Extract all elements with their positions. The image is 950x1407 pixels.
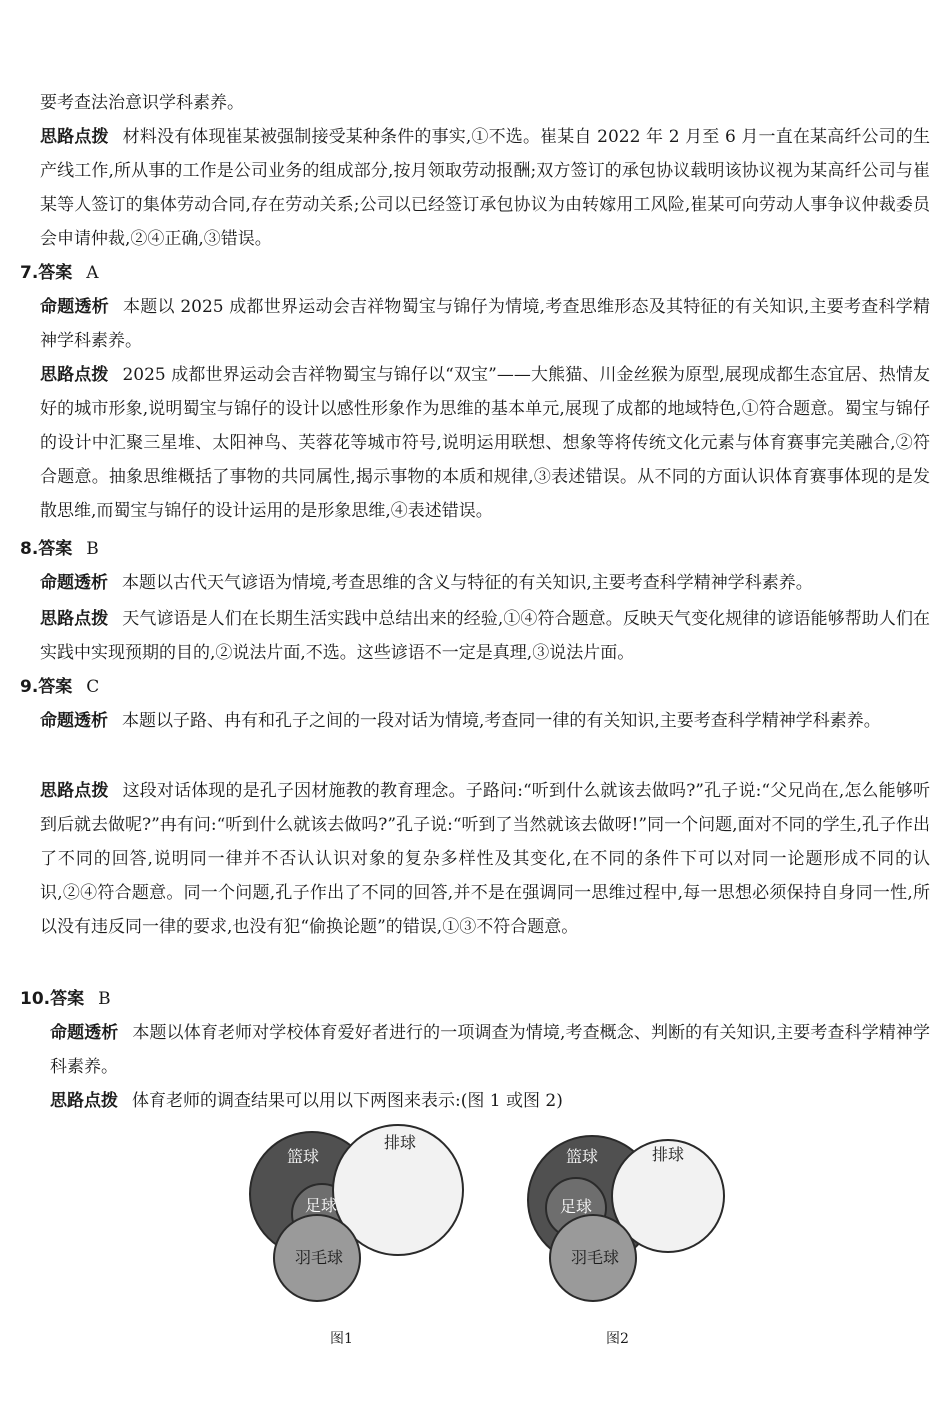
volleyball-label: 排球 [383,1133,417,1152]
answer-label: 答案 [38,263,73,283]
basketball-label: 篮球 [286,1147,320,1166]
q10-analysis-text: 体育老师的调查结果可以用以下两图来表示:(图 1 或图 2) [132,1091,563,1111]
q7-intent [40,290,930,358]
intent-label: 命题透析 [40,711,108,731]
q9-intent-text: 本题以子路、冉有和孔子之间的一段对话为情境,考查同一律的有关知识,主要考查科学精神学科素养。 [122,711,881,731]
analysis-label: 思路点拨 [40,781,109,801]
q9-intent [40,704,930,738]
analysis-label: 思路点拨 [50,1091,118,1111]
q10-intent [50,1016,930,1084]
q8-answer-line [20,532,99,566]
q10-answer: B [98,989,111,1009]
q10-intent-text: 本题以体育老师对学校体育爱好者进行的一项调查为情境,考查概念、判断的有关知识,主要考查科学精神学科素养。 [50,1023,931,1077]
analysis-label: 思路点拨 [40,365,109,385]
q8-intent [40,566,930,600]
q8-analysis [40,602,930,670]
q6-analysis-text: 材料没有体现崔某被强制接受某种条件的事实,①不选。崔某自 2022 年 2 月至 6 月一直在某高纤公司的生产线工作,所从事的工作是公司业务的组成部分,按月领取劳动报酬;双方签订的承包协议载明该协议视为某高纤公司与崔某等人签订的集体劳动合同,存在劳动关系;公司以已经签订承包协议为由转嫁用工风险,崔某可向劳动人事争议仲裁委员会申请仲裁,②④正确,③错误。 [40,127,930,249]
volleyball-label: 排球 [651,1145,685,1164]
q7-analysis [40,358,930,528]
answer-label: 答案 [38,677,73,697]
q8-answer: B [86,539,99,559]
answer-label: 答案 [50,989,85,1009]
q9-answer: C [86,677,100,697]
badminton-label: 羽毛球 [570,1248,620,1267]
figure-2 [528,1136,724,1301]
venn-diagrams [240,1118,740,1330]
q9-answer-line [20,670,99,704]
q8-intent-text: 本题以古代天气谚语为情境,考查思维的含义与特征的有关知识,主要考查科学精神学科素养。 [122,573,813,593]
q7-analysis-text: 2025 成都世界运动会吉祥物蜀宝与锦仔以“双宝”——大熊猫、川金丝猴为原型,展现成都生态宜居、热情友好的城市形象,说明蜀宝与锦仔的设计以感性形象作为思维的基本单元,展现了成都的地域特色,①符合题意。蜀宝与锦仔的设计中汇聚三星堆、太阳神鸟、芙蓉花等城市符号,说明运用联想、想象等将传统文化元素与体育赛事完美融合,②符合题意。抽象思维概括了事物的共同属性,揭示事物的本质和规律,③表述错误。从不同的方面认识体育赛事体现的是发散思维,而蜀宝与锦仔的设计运用的是形象思维,④表述错误。 [40,365,931,521]
figure-1-caption: 图1 [330,1331,353,1347]
intro-line: 要考查法治意识学科素养。 [40,93,244,113]
q8-number: 8. [20,539,39,559]
answer-label: 答案 [38,539,73,559]
analysis-label: 思路点拨 [40,609,109,629]
q10-number: 10. [20,989,51,1009]
figure-1 [250,1125,463,1301]
q7-answer: A [86,263,99,283]
badminton-label: 羽毛球 [294,1248,344,1267]
intent-label: 命题透析 [50,1023,119,1043]
q10-answer-line [20,982,111,1016]
analysis-label: 思路点拨 [40,127,109,147]
q7-answer-line [20,256,99,290]
figure-2-caption: 图2 [606,1331,629,1347]
q9-analysis [40,774,930,944]
q9-number: 9. [20,677,39,697]
intent-label: 命题透析 [40,573,108,593]
intent-label: 命题透析 [40,297,109,317]
football-label: 足球 [559,1197,593,1216]
q9-analysis-text: 这段对话体现的是孔子因材施教的教育理念。子路问:“听到什么就该去做吗?”孔子说:“父兄尚在,怎么能够听到后就去做呢?”冉有问:“听到什么就该去做吗?”孔子说:“听到了当然就该去做呀!”同一个问题,面对不同的学生,孔子作出了不同的回答,说明同一律并不否认认识对象的复杂多样性及其变化,在不同的条件下可以对同一论题形成不同的认识,②④符合题意。同一个问题,孔子作出了不同的回答,并不是在强调同一思维过程中,每一思想必须保持自身同一性,所以没有违反同一律的要求,也没有犯“偷换论题”的错误,①③不符合题意。 [40,781,930,937]
q10-analysis [50,1084,930,1118]
basketball-label: 篮球 [565,1147,599,1166]
q6-analysis [40,120,930,256]
q8-analysis-text: 天气谚语是人们在长期生活实践中总结出来的经验,①④符合题意。反映天气变化规律的谚语能够帮助人们在实践中实现预期的目的,②说法片面,不选。这些谚语不一定是真理,③说法片面。 [40,609,931,663]
q7-intent-text: 本题以 2025 成都世界运动会吉祥物蜀宝与锦仔为情境,考查思维形态及其特征的有关知识,主要考查科学精神学科素养。 [40,297,930,351]
q7-number: 7. [20,263,39,283]
football-label: 足球 [304,1196,338,1215]
